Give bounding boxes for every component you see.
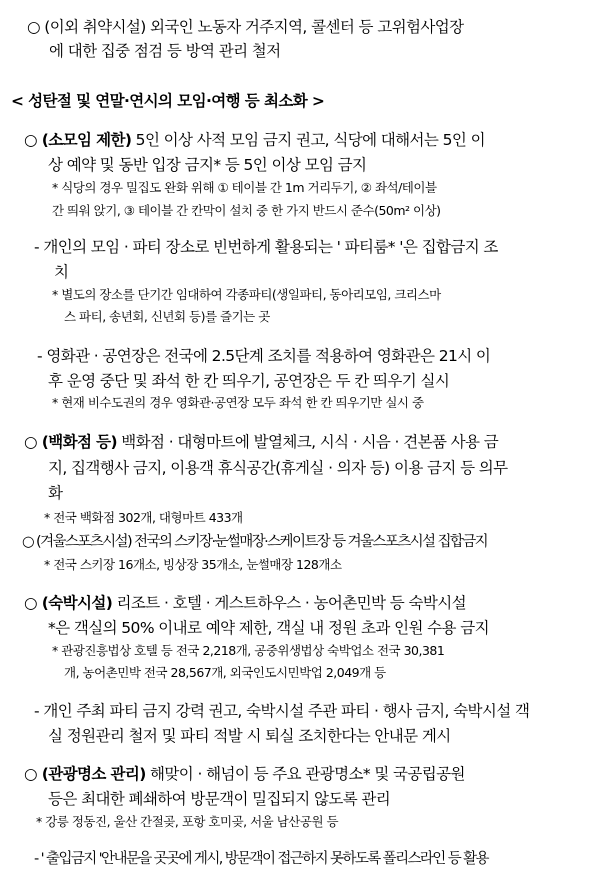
party-room-line-2: 치 <box>54 263 69 281</box>
lodging-text: 리조트 · 호텔 · 게스트하우스 · 농어촌민박 등 숙박시설 <box>112 594 466 612</box>
small-gathering-line-1 <box>24 133 485 149</box>
department-store-note-1: * 전국 백화점 302개, 대형마트 433개 <box>44 510 243 525</box>
lodging-line-1 <box>24 596 466 612</box>
department-store-line-1 <box>24 435 498 451</box>
theater-line-2: 후 운영 중단 및 좌석 한 칸 띄우기, 공연장은 두 칸 띄우기 실시 <box>48 372 450 390</box>
lodging-line-2: *은 객실의 50% 이내로 예약 제한, 객실 내 정원 초과 인원 수용 금지 <box>48 619 490 637</box>
small-gathering-title: ○ (소모임 제한) <box>24 131 132 149</box>
private-party-line-1: - 개인 주최 파티 금지 강력 권고, 숙박시설 주관 파티 · 행사 금지, 숙박시설 객 <box>34 702 530 720</box>
department-store-title: ○ (백화점 등) <box>24 433 117 451</box>
lodging-note-2: 개, 농어촌민박 전국 28,567개, 외국인도시민박업 2,049개 등 <box>64 665 386 680</box>
tourist-spots-line-1 <box>24 767 465 783</box>
winter-sports-note-1: * 전국 스키장 16개소, 빙상장 35개소, 눈썰매장 128개소 <box>44 557 342 572</box>
party-room-note-2: 스 파티, 송년회, 신년회 등)를 즐기는 곳 <box>64 309 270 324</box>
small-gathering-text: 5인 이상 사적 모임 금지 권고, 식당에 대해서는 5인 이 <box>131 131 485 149</box>
theater-note-1: * 현재 비수도권의 경우 영화관·공연장 모두 좌석 한 칸 띄우기만 실시 중 <box>52 395 424 410</box>
section-heading: < 성탄절 및 연말·연시의 모임·여행 등 최소화 > <box>11 92 325 110</box>
party-room-note-1: * 별도의 장소를 단기간 임대하여 각종파티(생일파티, 동아리모임, 크리스마 <box>52 287 441 302</box>
tourist-spots-line-2: 등은 최대한 폐쇄하여 방문객이 밀집되지 않도록 관리 <box>48 790 391 808</box>
department-store-line-3: 화 <box>48 484 63 502</box>
tourist-spots-note-1: * 강릉 정동진, 울산 간절곶, 포항 호미곶, 서울 남산공원 등 <box>36 814 339 829</box>
vulnerable-facilities-line-2: 에 대한 집중 점검 등 방역 관리 철저 <box>49 42 281 60</box>
tourist-spots-text: 해맞이 · 해넘이 등 주요 관광명소* 및 국공립공원 <box>145 765 465 783</box>
tourist-spots-title: ○ (관광명소 관리) <box>24 765 146 783</box>
winter-sports-line-1: ○ (겨울스포츠시설) 전국의 스키장·눈썰매장·스케이트장 등 겨울스포츠시설 집합금지 <box>22 534 488 550</box>
small-gathering-note-1: * 식당의 경우 밀집도 완화 위해 ① 테이블 간 1m 거리두기, ② 좌석/테이블 <box>52 180 437 195</box>
vulnerable-facilities-line-1: ○ (이외 취약시설) 외국인 노동자 거주지역, 콜센터 등 고위험사업장 <box>27 18 464 36</box>
lodging-note-1: * 관광진흥법상 호텔 등 전국 2,218개, 공중위생법상 숙박업소 전국 30,381 <box>52 643 445 658</box>
tourist-spots-line-3: - ' 출입금지 '안내문을 곳곳에 게시, 방문객이 접근하지 못하도록 폴리스라인 등 활용 <box>34 851 488 867</box>
theater-line-1: - 영화관 · 공연장은 전국에 2.5단계 조치를 적용하여 영화관은 21시 이 <box>37 347 491 365</box>
department-store-text: 백화점 · 대형마트에 발열체크, 시식 · 시음 · 견본품 사용 금 <box>116 433 499 451</box>
small-gathering-line-2: 상 예약 및 동반 입장 금지* 등 5인 이상 모임 금지 <box>48 156 367 174</box>
party-room-line-1: - 개인의 모임 · 파티 장소로 빈번하게 활용되는 ' 파티룸* '은 집합금지 조 <box>34 238 498 256</box>
small-gathering-note-2: 간 띄워 앉기, ③ 테이블 간 칸막이 설치 중 한 가지 반드시 준수(50m² 이상) <box>52 203 441 218</box>
private-party-line-2: 실 정원관리 철저 및 파티 적발 시 퇴실 조치한다는 안내문 게시 <box>48 727 451 745</box>
department-store-line-2: 지, 집객행사 금지, 이용객 휴식공간(휴게실 · 의자 등) 이용 금지 등 의무 <box>48 459 508 477</box>
lodging-title: ○ (숙박시설) <box>24 594 113 612</box>
